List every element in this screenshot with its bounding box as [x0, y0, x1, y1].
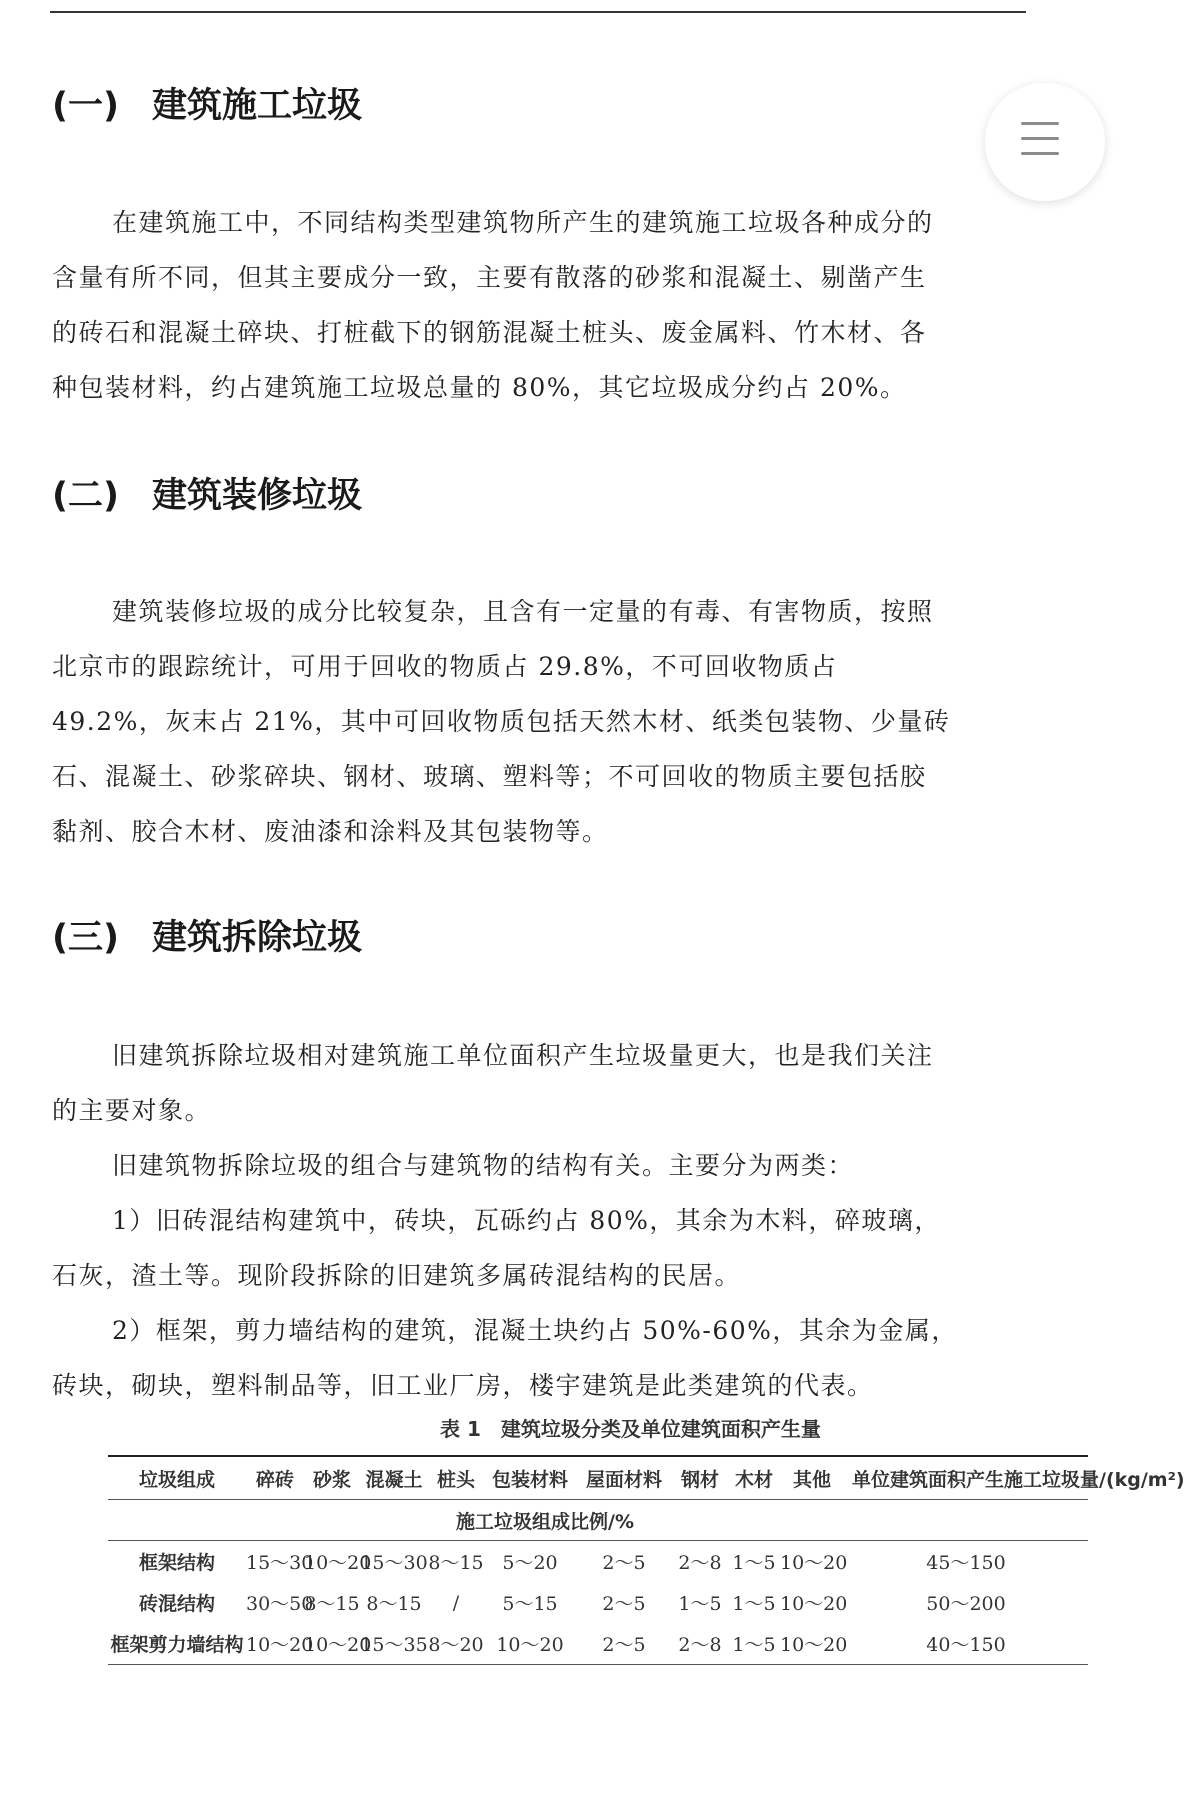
table-cell: 10～20: [780, 1623, 844, 1665]
column-header: 其他: [780, 1456, 844, 1500]
column-header: 桩头: [428, 1456, 484, 1500]
section-title: 建筑施工垃圾: [152, 86, 363, 126]
table-cell: 10～20: [304, 1623, 360, 1665]
table-cell: 40～150: [844, 1623, 1088, 1665]
paragraph-line: 旧建筑拆除垃圾相对建筑施工单位面积产生垃圾量更大，也是我们关注: [112, 1041, 934, 1070]
table-cell: 1～5: [732, 1552, 776, 1574]
table-subheader-row: [108, 1500, 1088, 1541]
table-cell: 10～20: [304, 1552, 372, 1574]
section-number: (三): [52, 918, 119, 958]
paragraph-line: 在建筑施工中，不同结构类型建筑物所产生的建筑施工垃圾各种成分的: [112, 208, 934, 237]
table-cell: 8～20: [428, 1623, 484, 1665]
table-cell: 10～20: [246, 1623, 304, 1665]
table-cell: 10～20: [484, 1623, 576, 1665]
section-paragraph-2: [52, 584, 1025, 859]
paragraph-line: 的主要对象。: [52, 1096, 212, 1125]
paragraph-line: 2）框架，剪力墙结构的建筑，混凝土块约占 50%-60%，其余为金属，: [112, 1316, 958, 1345]
column-header: 碎砖: [246, 1456, 304, 1500]
table-cell: 5～20: [502, 1552, 558, 1574]
section-paragraph-3: [52, 1028, 1025, 1413]
hamburger-menu-icon: [1021, 122, 1059, 167]
table-cell: 8～15: [428, 1552, 484, 1574]
paragraph-line: 含量有所不同，但其主要成分一致，主要有散落的砂浆和混凝土、剔凿产生: [52, 263, 927, 292]
paragraph-line: 49.2%，灰末占 21%，其中可回收物质包括天然木材、纸类包装物、少量砖: [52, 707, 951, 736]
section-heading-3: [52, 910, 362, 960]
section-title: 建筑装修垃圾: [152, 476, 363, 516]
table-cell: 2～5: [602, 1552, 646, 1574]
table-cell: 15～30: [246, 1552, 314, 1574]
column-header: 包装材料: [484, 1456, 576, 1500]
section-number: (二): [52, 476, 119, 516]
section-heading-2: [52, 468, 362, 518]
paragraph-line: 种包装材料，约占建筑施工垃圾总量的 80%，其它垃圾成分约占 20%。: [52, 373, 907, 402]
table-cell: 1～5: [678, 1593, 722, 1615]
top-divider: [50, 11, 1026, 13]
column-header: 单位建筑面积产生施工垃圾量/(kg/m²): [844, 1456, 1088, 1500]
table-cell: 2～8: [672, 1623, 728, 1665]
section-number: (一): [52, 86, 119, 126]
table-cell: 50～200: [926, 1593, 1006, 1615]
table-cell: 10～20: [780, 1593, 848, 1615]
section-heading-1: [52, 78, 362, 128]
column-header: 砂浆: [304, 1456, 360, 1500]
paragraph-line: 旧建筑物拆除垃圾的组合与建筑物的结构有关。主要分为两类：: [112, 1151, 855, 1180]
column-header: 混凝土: [360, 1456, 428, 1500]
paragraph-line: 石灰，渣土等。现阶段拆除的旧建筑多属砖混结构的民居。: [52, 1261, 742, 1290]
paragraph-line: 1）旧砖混结构建筑中，砖块，瓦砾约占 80%，其余为木料，碎玻璃，: [112, 1206, 941, 1235]
table-cell: 砖混结构: [138, 1593, 215, 1615]
table-cell: 2～5: [576, 1623, 672, 1665]
table-cell: 30～50: [246, 1593, 314, 1615]
table-cell: 2～5: [602, 1593, 646, 1615]
table-cell: 2～8: [678, 1552, 722, 1574]
table-cell: 1～5: [728, 1623, 780, 1665]
table-cell: 8～15: [366, 1593, 422, 1615]
table-cell: 5～15: [502, 1593, 558, 1615]
section-title: 建筑拆除垃圾: [152, 918, 363, 958]
paragraph-line: 黏剂、胶合木材、废油漆和涂料及其包装物等。: [52, 817, 609, 846]
column-header: 垃圾组成: [108, 1456, 246, 1500]
paragraph-line: 的砖石和混凝土碎块、打桩截下的钢筋混凝土桩头、废金属料、竹木材、各: [52, 318, 927, 347]
menu-button[interactable]: [985, 83, 1105, 201]
table-cell: 15～35: [360, 1623, 428, 1665]
table-row: [108, 1582, 1088, 1623]
paragraph-line: 北京市的跟踪统计，可用于回收的物质占 29.8%，不可回收物质占: [52, 652, 838, 681]
paragraph-line: 石、混凝土、砂浆碎块、钢材、玻璃、塑料等；不可回收的物质主要包括胶: [52, 762, 927, 791]
column-header: 钢材: [672, 1456, 728, 1500]
table-cell: 45～150: [926, 1552, 1006, 1574]
paragraph-line: 砖块，砌块，塑料制品等，旧工业厂房，楼宇建筑是此类建筑的代表。: [52, 1371, 874, 1400]
paragraph-line: 建筑装修垃圾的成分比较复杂，且含有一定量的有毒、有害物质，按照: [112, 597, 934, 626]
table-cell: /: [452, 1591, 460, 1614]
table-cell: 8～15: [304, 1593, 360, 1615]
table-row: [108, 1541, 1088, 1583]
table-cell: 框架结构: [138, 1552, 215, 1574]
table-cell: 15～30: [360, 1552, 428, 1574]
waste-composition-table: [108, 1455, 1185, 1665]
table-cell: 10～20: [780, 1552, 848, 1574]
table-row: [108, 1623, 1088, 1665]
table-cell: 1～5: [732, 1593, 776, 1615]
table-header-row: [108, 1456, 1088, 1500]
table-caption: 表 1 建筑垃圾分类及单位建筑面积产生量: [440, 1417, 821, 1441]
section-paragraph-1: [52, 195, 1025, 415]
table-cell: 框架剪力墙结构: [108, 1623, 246, 1665]
column-header: 木材: [728, 1456, 780, 1500]
table-subheader: 施工垃圾组成比例/%: [246, 1500, 844, 1541]
column-header: 屋面材料: [576, 1456, 672, 1500]
